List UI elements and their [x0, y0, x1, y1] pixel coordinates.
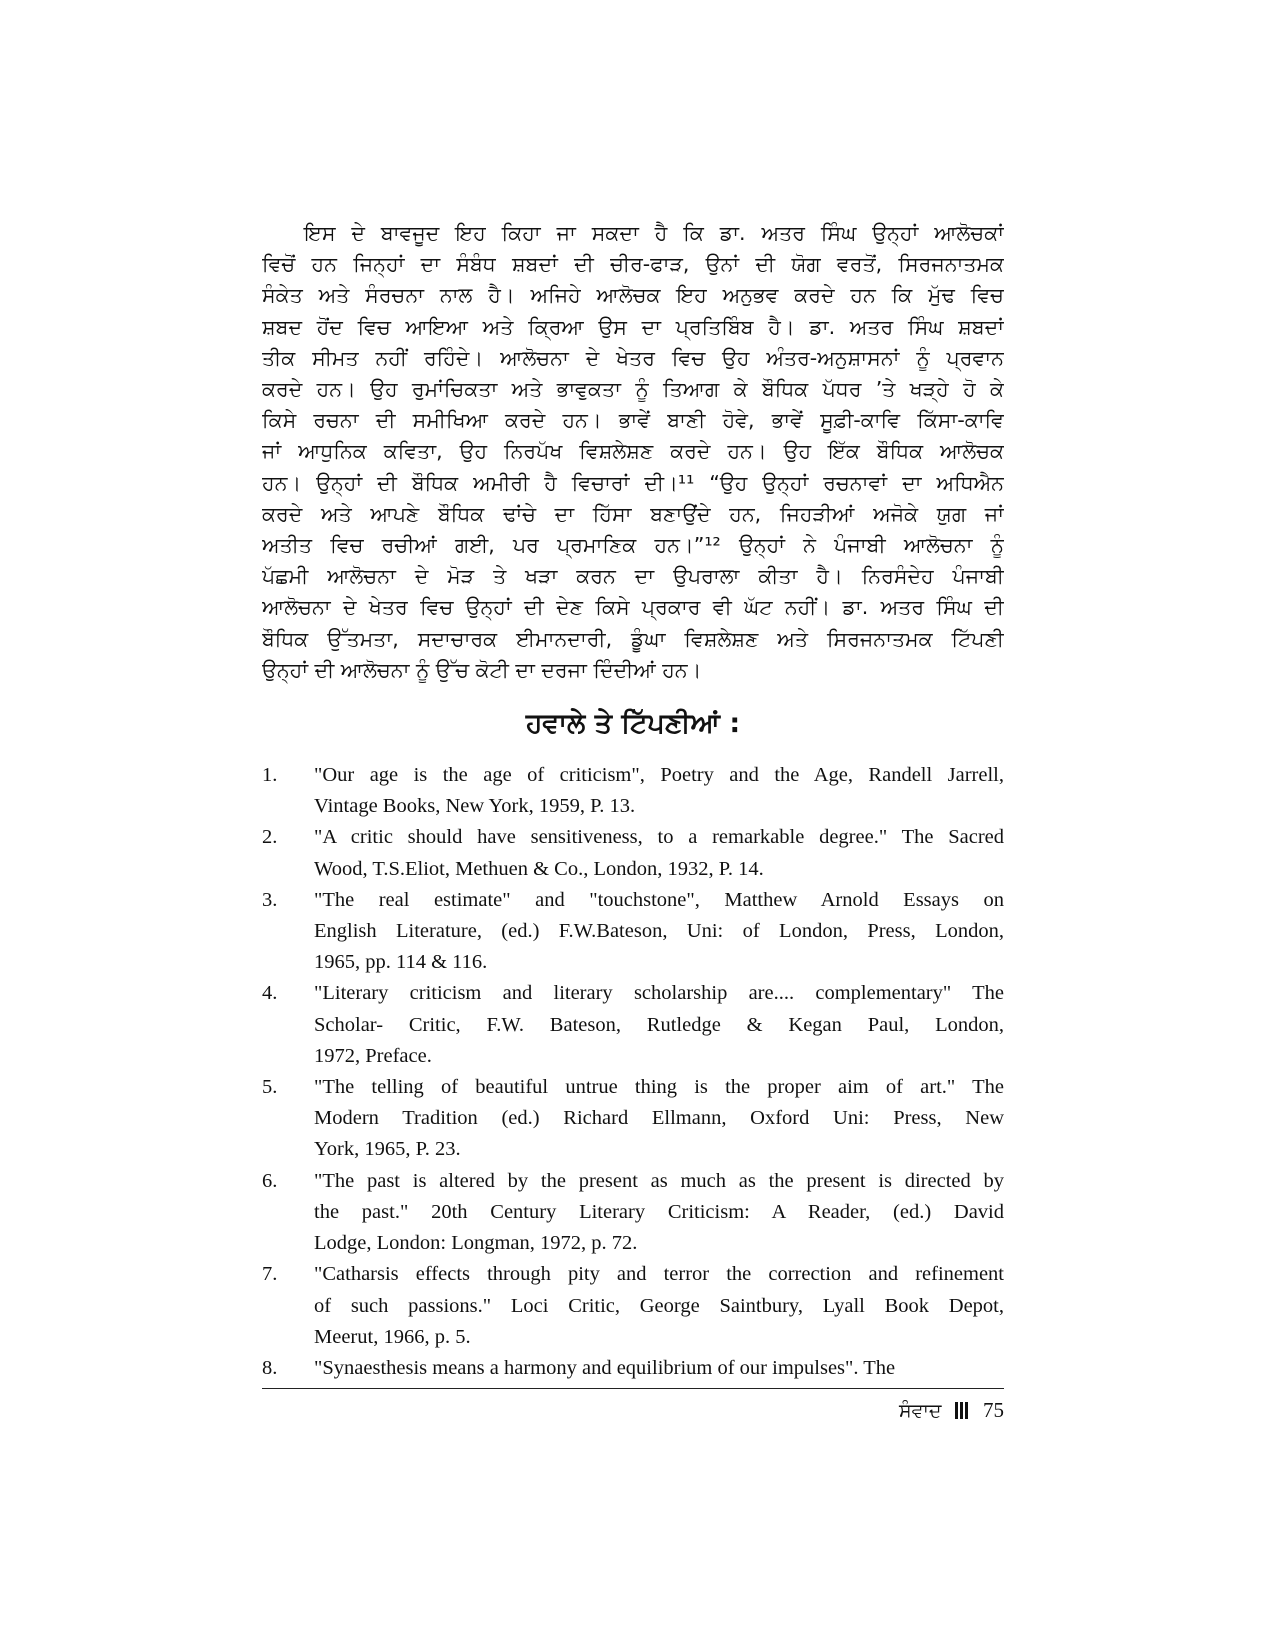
paragraph-line: ਅਤੀਤ ਵਿਚ ਰਚੀਆਂ ਗਈ, ਪਰ ਪ੍ਰਮਾਣਿਕ ਹਨ।”¹² ਉਨ੍ਹਾਂ ਨੇ ਪੰਜਾਬੀ ਆਲੋਚਨਾ ਨੂੰ — [262, 533, 1004, 558]
page-number: 75 — [983, 1398, 1004, 1423]
paragraph-line: ਕਿਸੇ ਰਚਨਾ ਦੀ ਸਮੀਖਿਆ ਕਰਦੇ ਹਨ। ਭਾਵੇਂ ਬਾਣੀ ਹੋਵੇ, ਭਾਵੇਂ ਸੂਫ਼ੀ-ਕਾਵਿ ਕਿੱਸਾ-ਕਾਵਿ — [262, 408, 1004, 433]
journal-title: ਸੰਵਾਦ — [898, 1400, 942, 1423]
page-footer — [262, 1393, 1004, 1429]
reference-item — [262, 1166, 1004, 1260]
references-heading: ਹਵਾਲੇ ਤੇ ਟਿੱਪਣੀਆਂ : — [525, 708, 741, 740]
footer-rule — [262, 1388, 1004, 1389]
paragraph-line: ਵਿਚੋਂ ਹਨ ਜਿਨ੍ਹਾਂ ਦਾ ਸੰਬੰਧ ਸ਼ਬਦਾਂ ਦੀ ਚੀਰ-ਫਾੜ, ਉਨਾਂ ਦੀ ਯੋਗ ਵਰਤੋਂ, ਸਿਰਜਨਾਤਮਕ — [262, 252, 1004, 277]
reference-text-line: Scholar- Critic, F.W. Bateson, Rutledge & Kegan Paul, London, — [314, 1013, 1004, 1036]
reference-text-line: "Synaesthesis means a harmony and equilibrium of our impulses". The — [314, 1356, 896, 1379]
reference-item — [262, 978, 1004, 1072]
reference-number: 5. — [262, 1076, 278, 1099]
reference-item — [262, 760, 1004, 822]
paragraph-line: ਕਰਦੇ ਅਤੇ ਆਪਣੇ ਬੌਧਿਕ ਢਾਂਚੇ ਦਾ ਹਿੱਸਾ ਬਣਾਉਂਦੇ ਹਨ, ਜਿਹੜੀਆਂ ਅਜੋਕੇ ਯੁਗ ਜਾਂ — [262, 501, 1004, 526]
reference-number: 6. — [262, 1169, 278, 1192]
paragraph-line: ਹਨ। ਉਨ੍ਹਾਂ ਦੀ ਬੌਧਿਕ ਅਮੀਰੀ ਹੈ ਵਿਚਾਰਾਂ ਦੀ।¹¹ “ਉਹ ਉਨ੍ਹਾਂ ਰਚਨਾਵਾਂ ਦਾ ਅਧਿਐਨ — [262, 470, 1004, 495]
reference-text-line: "Catharsis effects through pity and terror the correction and refinement — [314, 1263, 1004, 1286]
reference-text-line: "The past is altered by the present as much as the present is directed by — [314, 1169, 1004, 1192]
paragraph-line: ਬੌਧਿਕ ਉੱਤਮਤਾ, ਸਦਾਚਾਰਕ ਈਮਾਨਦਾਰੀ, ਡੂੰਘਾ ਵਿਸ਼ਲੇਸ਼ਣ ਅਤੇ ਸਿਰਜਨਾਤਮਕ ਟਿੱਪਣੀ — [262, 626, 1004, 651]
reference-item — [262, 1353, 1004, 1384]
reference-text-line: Wood, T.S.Eliot, Methuen & Co., London, 1932, P. 14. — [314, 857, 764, 880]
reference-text-line: the past." 20th Century Literary Criticism: A Reader, (ed.) David — [314, 1200, 1004, 1223]
reference-text-line: "The telling of beautiful untrue thing is the proper aim of art." The — [314, 1076, 1004, 1099]
reference-number: 1. — [262, 764, 278, 787]
reference-text-line: York, 1965, P. 23. — [314, 1138, 461, 1161]
reference-text-line: Vintage Books, New York, 1959, P. 13. — [314, 795, 636, 818]
reference-text-line: English Literature, (ed.) F.W.Bateson, Uni: of London, Press, London, — [314, 920, 1004, 943]
reference-number: 3. — [262, 888, 278, 911]
paragraph-line: ਉਨ੍ਹਾਂ ਦੀ ਆਲੋਚਨਾ ਨੂੰ ਉੱਚ ਕੋਟੀ ਦਾ ਦਰਜਾ ਦਿੰਦੀਆਂ ਹਨ। — [262, 657, 702, 682]
paragraph-line: ਜਾਂ ਆਧੁਨਿਕ ਕਵਿਤਾ, ਉਹ ਨਿਰਪੱਖ ਵਿਸ਼ਲੇਸ਼ਣ ਕਰਦੇ ਹਨ। ਉਹ ਇੱਕ ਬੌਧਿਕ ਆਲੋਚਕ — [262, 439, 1004, 464]
reference-text-line: 1972, Preface. — [314, 1044, 432, 1067]
page-content — [262, 218, 1004, 1429]
reference-text-line: "Our age is the age of criticism", Poetry and the Age, Randell Jarrell, — [314, 764, 1004, 787]
bars-icon — [955, 1395, 970, 1429]
reference-text-line: "A critic should have sensitiveness, to a remarkable degree." The Sacred — [314, 826, 1004, 849]
paragraph-line: ਕਰਦੇ ਹਨ। ਉਹ ਰੁਮਾਂਚਿਕਤਾ ਅਤੇ ਭਾਵੁਕਤਾ ਨੂੰ ਤਿਆਗ ਕੇ ਬੌਧਿਕ ਪੱਧਰ ’ਤੇ ਖੜ੍ਹੇ ਹੋ ਕੇ — [262, 377, 1004, 402]
paragraph-line: ਸੰਕੇਤ ਅਤੇ ਸੰਰਚਨਾ ਨਾਲ ਹੈ। ਅਜਿਹੇ ਆਲੋਚਕ ਇਹ ਅਨੁਭਵ ਕਰਦੇ ਹਨ ਕਿ ਮੁੱਢ ਵਿਚ — [262, 283, 1004, 308]
reference-text-line: Modern Tradition (ed.) Richard Ellmann, Oxford Uni: Press, New — [314, 1107, 1004, 1130]
paragraph-line: ਤੀਕ ਸੀਮਤ ਨਹੀਂ ਰਹਿੰਦੇ। ਆਲੋਚਨਾ ਦੇ ਖੇਤਰ ਵਿਚ ਉਹ ਅੰਤਰ-ਅਨੁਸ਼ਾਸਨਾਂ ਨੂੰ ਪ੍ਰਵਾਨ — [262, 345, 1004, 370]
reference-text-line: "Literary criticism and literary scholarship are.... complementary" The — [314, 982, 1004, 1005]
reference-text-line: Meerut, 1966, p. 5. — [314, 1325, 471, 1348]
body-paragraph — [262, 218, 1004, 686]
reference-text-line: Lodge, London: Longman, 1972, p. 72. — [314, 1232, 638, 1255]
reference-number: 8. — [262, 1356, 278, 1379]
reference-number: 7. — [262, 1263, 278, 1286]
reference-number: 4. — [262, 982, 278, 1005]
reference-item — [262, 1259, 1004, 1353]
reference-text-line: 1965, pp. 114 & 116. — [314, 951, 488, 974]
references-list — [262, 760, 1004, 1384]
reference-item — [262, 1072, 1004, 1166]
paragraph-line: ਸ਼ਬਦ ਹੋਂਦ ਵਿਚ ਆਇਆ ਅਤੇ ਕ੍ਰਿਆ ਉਸ ਦਾ ਪ੍ਰਤਿਬਿੰਬ ਹੈ। ਡਾ. ਅਤਰ ਸਿੰਘ ਸ਼ਬਦਾਂ — [262, 314, 1004, 339]
reference-item — [262, 822, 1004, 884]
reference-text-line: of such passions." Loci Critic, George Saintbury, Lyall Book Depot, — [314, 1294, 1004, 1317]
reference-number: 2. — [262, 826, 278, 849]
paragraph-line: ਆਲੋਚਨਾ ਦੇ ਖੇਤਰ ਵਿਚ ਉਨ੍ਹਾਂ ਦੀ ਦੇਣ ਕਿਸੇ ਪ੍ਰਕਾਰ ਵੀ ਘੱਟ ਨਹੀਂ। ਡਾ. ਅਤਰ ਸਿੰਘ ਦੀ — [262, 595, 1004, 620]
reference-text-line: "The real estimate" and "touchstone", Matthew Arnold Essays on — [314, 888, 1004, 911]
paragraph-line: ਇਸ ਦੇ ਬਾਵਜੂਦ ਇਹ ਕਿਹਾ ਜਾ ਸਕਦਾ ਹੈ ਕਿ ਡਾ. ਅਤਰ ਸਿੰਘ ਉਨ੍ਹਾਂ ਆਲੋਚਕਾਂ — [304, 221, 1004, 245]
paragraph-line: ਪੱਛਮੀ ਆਲੋਚਨਾ ਦੇ ਮੋੜ ਤੇ ਖੜਾ ਕਰਨ ਦਾ ਉਪਰਾਲਾ ਕੀਤਾ ਹੈ। ਨਿਰਸੰਦੇਹ ਪੰਜਾਬੀ — [262, 564, 1004, 589]
reference-item — [262, 885, 1004, 979]
